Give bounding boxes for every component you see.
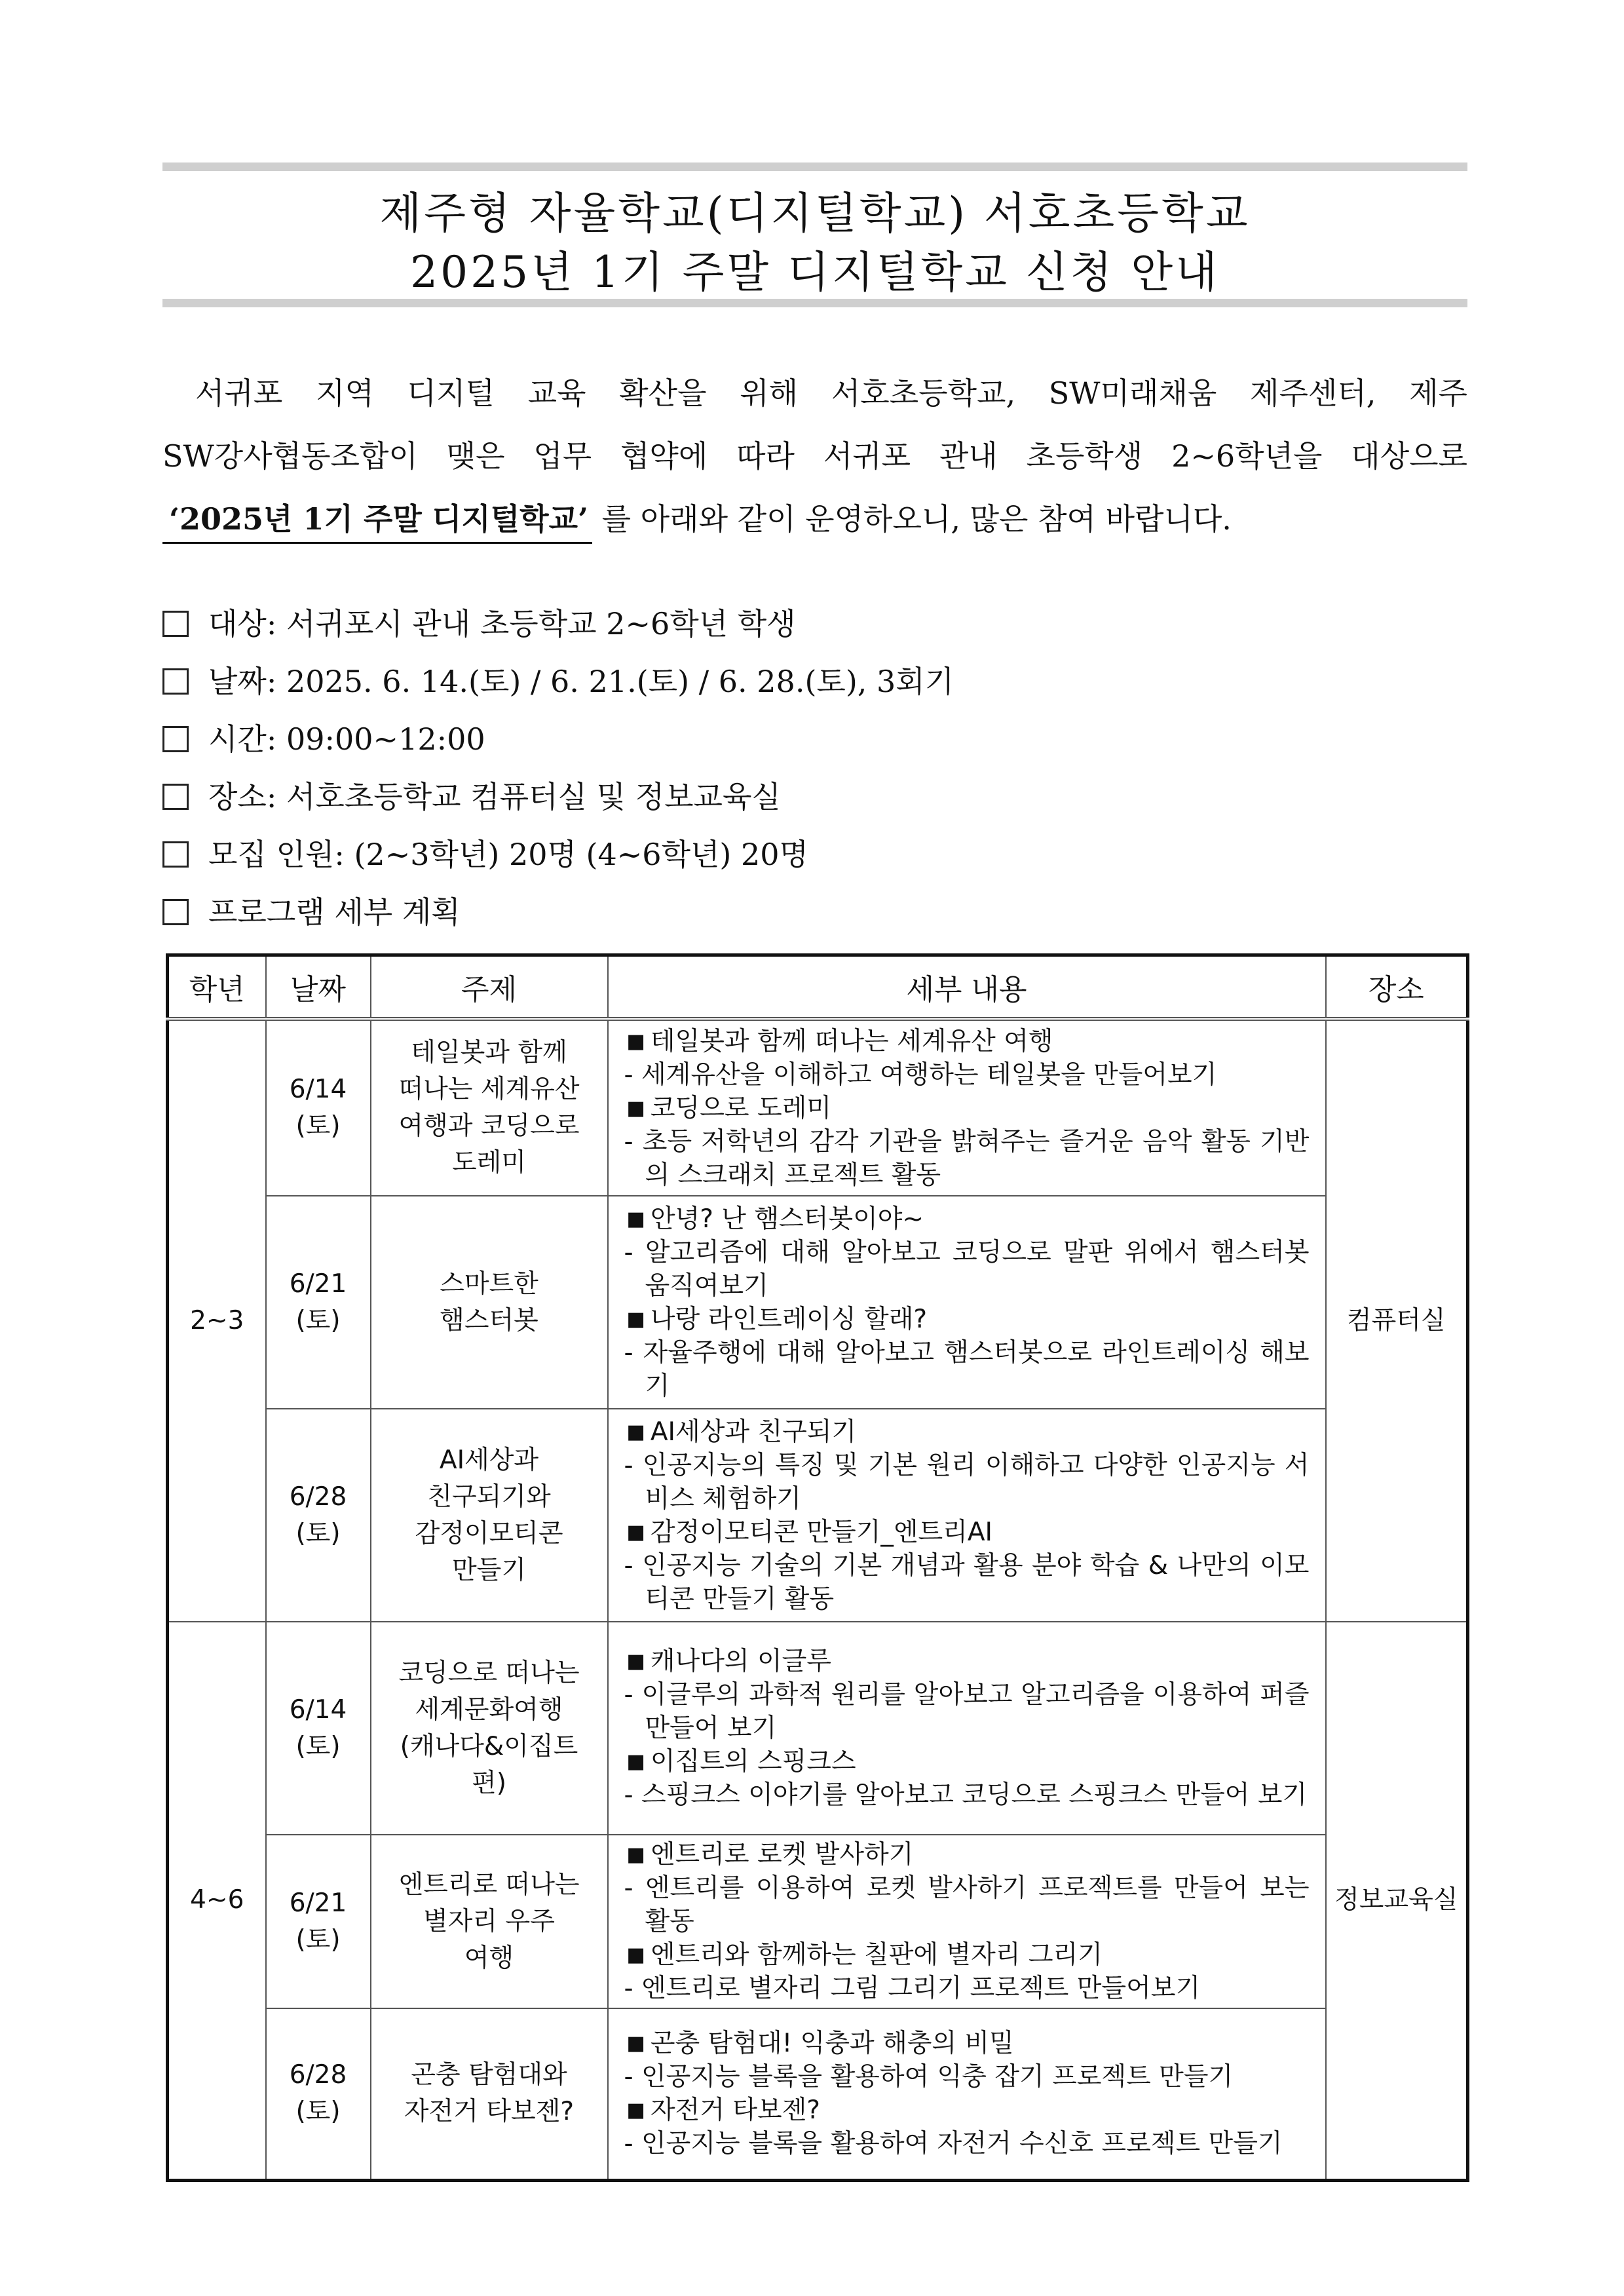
table-row bbox=[168, 1622, 1468, 1835]
details-cell: ■ AI세상과 친구되기 - 인공지능의 특징 및 기본 원리 이해하고 다양한 인공지능 서비스 체험하기 ■ 감정이모티콘 만들기_엔트리AI - 인공지능 기술의 기본 개념과 활용 분야 학습 & 나만의 이모티콘 만들기 활동 bbox=[608, 1409, 1326, 1622]
date-cell: 6/21 (토) bbox=[266, 1835, 371, 2008]
title-line-1: 제주형 자율학교(디지털학교) 서호초등학교 bbox=[379, 188, 1251, 239]
header-date: 날짜 bbox=[266, 955, 371, 1020]
info-item-target: 대상: 서귀포시 관내 초등학교 2~6학년 학생 bbox=[162, 595, 1467, 653]
intro-line-1: 서귀포 지역 디지털 교육 확산을 위해 서호초등학교, SW미래채움 제주센터, 제주 bbox=[195, 375, 1467, 411]
topic-cell: 엔트리로 떠나는 별자리 우주 여행 bbox=[371, 1835, 608, 2008]
info-item-date: 날짜: 2025. 6. 14.(토) / 6. 21.(토) / 6. 28.(토), 3회기 bbox=[162, 653, 1467, 710]
checkbox-icon bbox=[162, 668, 189, 695]
title-line-2: 2025년 1기 주말 디지털학교 신청 안내 bbox=[410, 247, 1220, 297]
intro-line-3-rest: 를 아래와 같이 운영하오니, 많은 참여 바랍니다. bbox=[601, 501, 1232, 537]
date-cell: 6/28 (토) bbox=[266, 2008, 371, 2180]
header-topic: 주제 bbox=[371, 955, 608, 1020]
place-cell: 정보교육실 bbox=[1326, 1622, 1468, 2180]
info-item-time: 시간: 09:00~12:00 bbox=[162, 710, 1467, 768]
top-rule bbox=[162, 163, 1467, 171]
header-details: 세부 내용 bbox=[608, 955, 1326, 1020]
checkbox-icon bbox=[162, 841, 189, 868]
details-cell: ■ 곤충 탐험대! 익충과 해충의 비밀 - 인공지능 블록을 활용하여 익충 잡기 프로젝트 만들기 ■ 자전거 타보젠? - 인공지능 블록을 활용하여 자전거 수신호 프로젝트 만들기 bbox=[608, 2008, 1326, 2180]
grade-cell: 4~6 bbox=[168, 1622, 266, 2180]
topic-cell: AI세상과 친구되기와 감정이모티콘 만들기 bbox=[371, 1409, 608, 1622]
checkbox-icon bbox=[162, 899, 189, 925]
details-cell: ■ 캐나다의 이글루 - 이글루의 과학적 원리를 알아보고 알고리즘을 이용하여 퍼즐 만들어 보기 ■ 이집트의 스핑크스 - 스핑크스 이야기를 알아보고 코딩으로 스핑크스 만들어 보기 bbox=[608, 1622, 1326, 1835]
intro-line-3 bbox=[162, 488, 1467, 550]
place-cell: 컴퓨터실 bbox=[1326, 1019, 1468, 1622]
table-row bbox=[168, 2008, 1468, 2180]
grade-cell: 2~3 bbox=[168, 1019, 266, 1622]
checkbox-icon bbox=[162, 726, 189, 752]
info-item-capacity: 모집 인원: (2~3학년) 20명 (4~6학년) 20명 bbox=[162, 826, 1467, 883]
topic-cell: 테일봇과 함께 떠나는 세계유산 여행과 코딩으로 도레미 bbox=[371, 1019, 608, 1196]
header-grade: 학년 bbox=[168, 955, 266, 1020]
details-cell: ■ 안녕? 난 햄스터봇이야~ - 알고리즘에 대해 알아보고 코딩으로 말판 위에서 햄스터봇 움직여보기 ■ 나랑 라인트레이싱 할래? - 자율주행에 대해 알아보고 햄스터봇으로 라인트레이싱 해보기 bbox=[608, 1196, 1326, 1409]
intro-paragraph bbox=[162, 362, 1467, 550]
info-list bbox=[162, 595, 1467, 941]
table-row bbox=[168, 1409, 1468, 1622]
info-item-place: 장소: 서호초등학교 컴퓨터실 및 정보교육실 bbox=[162, 768, 1467, 826]
table-row bbox=[168, 1019, 1468, 1196]
bottom-rule bbox=[162, 299, 1467, 307]
date-cell: 6/14 (토) bbox=[266, 1019, 371, 1196]
info-item-program: 프로그램 세부 계획 bbox=[162, 883, 1467, 941]
details-cell: ■ 테일봇과 함께 떠나는 세계유산 여행 - 세계유산을 이해하고 여행하는 테일봇을 만들어보기 ■ 코딩으로 도레미 - 초등 저학년의 감각 기관을 밝혀주는 즐거운 음악 활동 기반의 스크래치 프로젝트 활동 bbox=[608, 1019, 1326, 1196]
intro-line-2: SW강사협동조합이 맺은 업무 협약에 따라 서귀포 관내 초등학생 2~6학년을 대상으로 bbox=[162, 438, 1467, 474]
topic-cell: 곤충 탐험대와 자전거 타보젠? bbox=[371, 2008, 608, 2180]
program-name-highlight: ‘2025년 1기 주말 디지털학교’ bbox=[162, 496, 592, 544]
topic-cell: 스마트한 햄스터봇 bbox=[371, 1196, 608, 1409]
checkbox-icon bbox=[162, 784, 189, 810]
details-cell: ■ 엔트리로 로켓 발사하기 - 엔트리를 이용하여 로켓 발사하기 프로젝트를 만들어 보는 활동 ■ 엔트리와 함께하는 칠판에 별자리 그리기 - 엔트리로 별자리 그림 그리기 프로젝트 만들어보기 bbox=[608, 1835, 1326, 2008]
date-cell: 6/28 (토) bbox=[266, 1409, 371, 1622]
topic-cell: 코딩으로 떠나는 세계문화여행 (캐나다&이집트 편) bbox=[371, 1622, 608, 1835]
table-row bbox=[168, 1196, 1468, 1409]
date-cell: 6/21 (토) bbox=[266, 1196, 371, 1409]
table-row bbox=[168, 1835, 1468, 2008]
date-cell: 6/14 (토) bbox=[266, 1622, 371, 1835]
table-header-row bbox=[168, 955, 1468, 1020]
header-place: 장소 bbox=[1326, 955, 1468, 1020]
checkbox-icon bbox=[162, 611, 189, 637]
program-table bbox=[166, 953, 1469, 2182]
